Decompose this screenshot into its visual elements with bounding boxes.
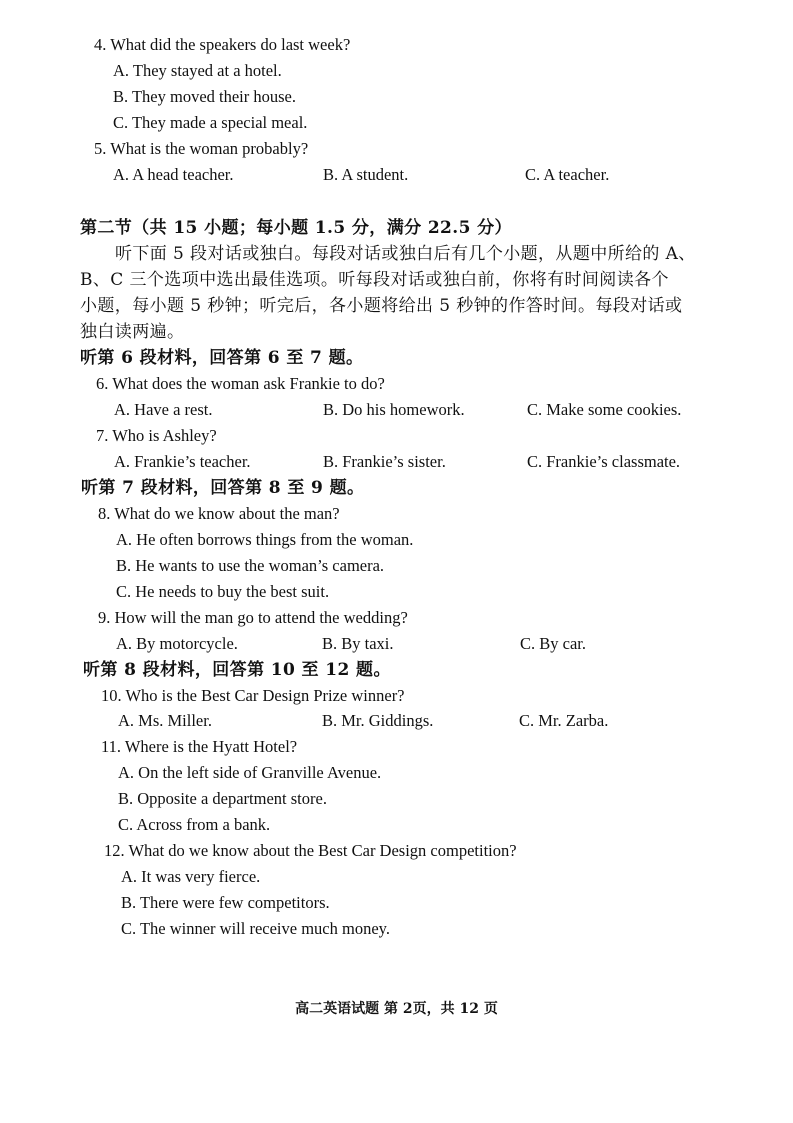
material-7-heading: 听第 7 段材料，回答第 8 至 9 题。	[81, 478, 365, 498]
instructions-line-3: 小题，每小题 5 秒钟；听完后，各小题将给出 5 秒钟的作答时间。每段对话或	[80, 296, 683, 316]
question-6-stem: 6. What does the woman ask Frankie to do?	[96, 374, 385, 393]
question-10-option-a: A. Ms. Miller.	[118, 711, 212, 730]
question-12-stem: 12. What do we know about the Best Car Design competition?	[104, 841, 517, 860]
instructions-line-1: 听下面 5 段对话或独白。每段对话或独白后有几个小题，从题中所给的 A、	[115, 244, 696, 264]
question-5-stem: 5. What is the woman probably?	[94, 139, 309, 158]
question-10-option-c: C. Mr. Zarba.	[519, 711, 609, 730]
question-6-option-a: A. Have a rest.	[114, 400, 213, 419]
question-7-stem: 7. Who is Ashley?	[96, 426, 217, 445]
question-8-stem: 8. What do we know about the man?	[98, 504, 340, 523]
question-12-option-b: B. There were few competitors.	[121, 893, 330, 912]
question-9-stem: 9. How will the man go to attend the wedding?	[98, 608, 408, 627]
question-11-option-a: A. On the left side of Granville Avenue.	[118, 763, 382, 782]
question-11-stem: 11. Where is the Hyatt Hotel?	[101, 737, 298, 756]
question-11-option-c: C. Across from a bank.	[118, 815, 271, 834]
question-10-option-b: B. Mr. Giddings.	[322, 711, 434, 730]
material-8-heading: 听第 8 段材料，回答第 10 至 12 题。	[83, 660, 391, 680]
question-10-stem: 10. Who is the Best Car Design Prize winner?	[101, 686, 405, 705]
section-heading: 第二节（共 15 小题；每小题 1.5 分，满分 22.5 分）	[80, 218, 512, 238]
question-7-option-a: A. Frankie’s teacher.	[114, 452, 251, 471]
question-7-option-c: C. Frankie’s classmate.	[527, 452, 681, 471]
question-6-option-c: C. Make some cookies.	[527, 400, 682, 419]
question-12-option-c: C. The winner will receive much money.	[121, 919, 390, 938]
question-4-option-c: C. They made a special meal.	[113, 113, 308, 132]
question-12-option-a: A. It was very fierce.	[121, 867, 261, 886]
question-4-option-a: A. They stayed at a hotel.	[113, 61, 282, 80]
question-8-option-a: A. He often borrows things from the woman.	[116, 530, 414, 549]
instructions-line-4: 独白读两遍。	[80, 322, 185, 342]
page-footer: 高二英语试题 第 2页，共 12 页	[295, 1001, 498, 1017]
question-5-option-c: C. A teacher.	[525, 165, 610, 184]
question-9-option-b: B. By taxi.	[322, 634, 394, 653]
question-8-option-c: C. He needs to buy the best suit.	[116, 582, 330, 601]
question-5-option-b: B. A student.	[323, 165, 409, 184]
question-4-stem: 4. What did the speakers do last week?	[94, 35, 351, 54]
instructions-line-2: B、C 三个选项中选出最佳选项。听每段对话或独白前，你将有时间阅读各个	[80, 270, 669, 290]
question-4-option-b: B. They moved their house.	[113, 87, 296, 106]
question-7-option-b: B. Frankie’s sister.	[323, 452, 446, 471]
question-11-option-b: B. Opposite a department store.	[118, 789, 327, 808]
question-5-option-a: A. A head teacher.	[113, 165, 234, 184]
question-6-option-b: B. Do his homework.	[323, 400, 465, 419]
question-8-option-b: B. He wants to use the woman’s camera.	[116, 556, 385, 575]
material-6-heading: 听第 6 段材料，回答第 6 至 7 题。	[80, 348, 364, 368]
question-9-option-a: A. By motorcycle.	[116, 634, 238, 653]
question-9-option-c: C. By car.	[520, 634, 586, 653]
